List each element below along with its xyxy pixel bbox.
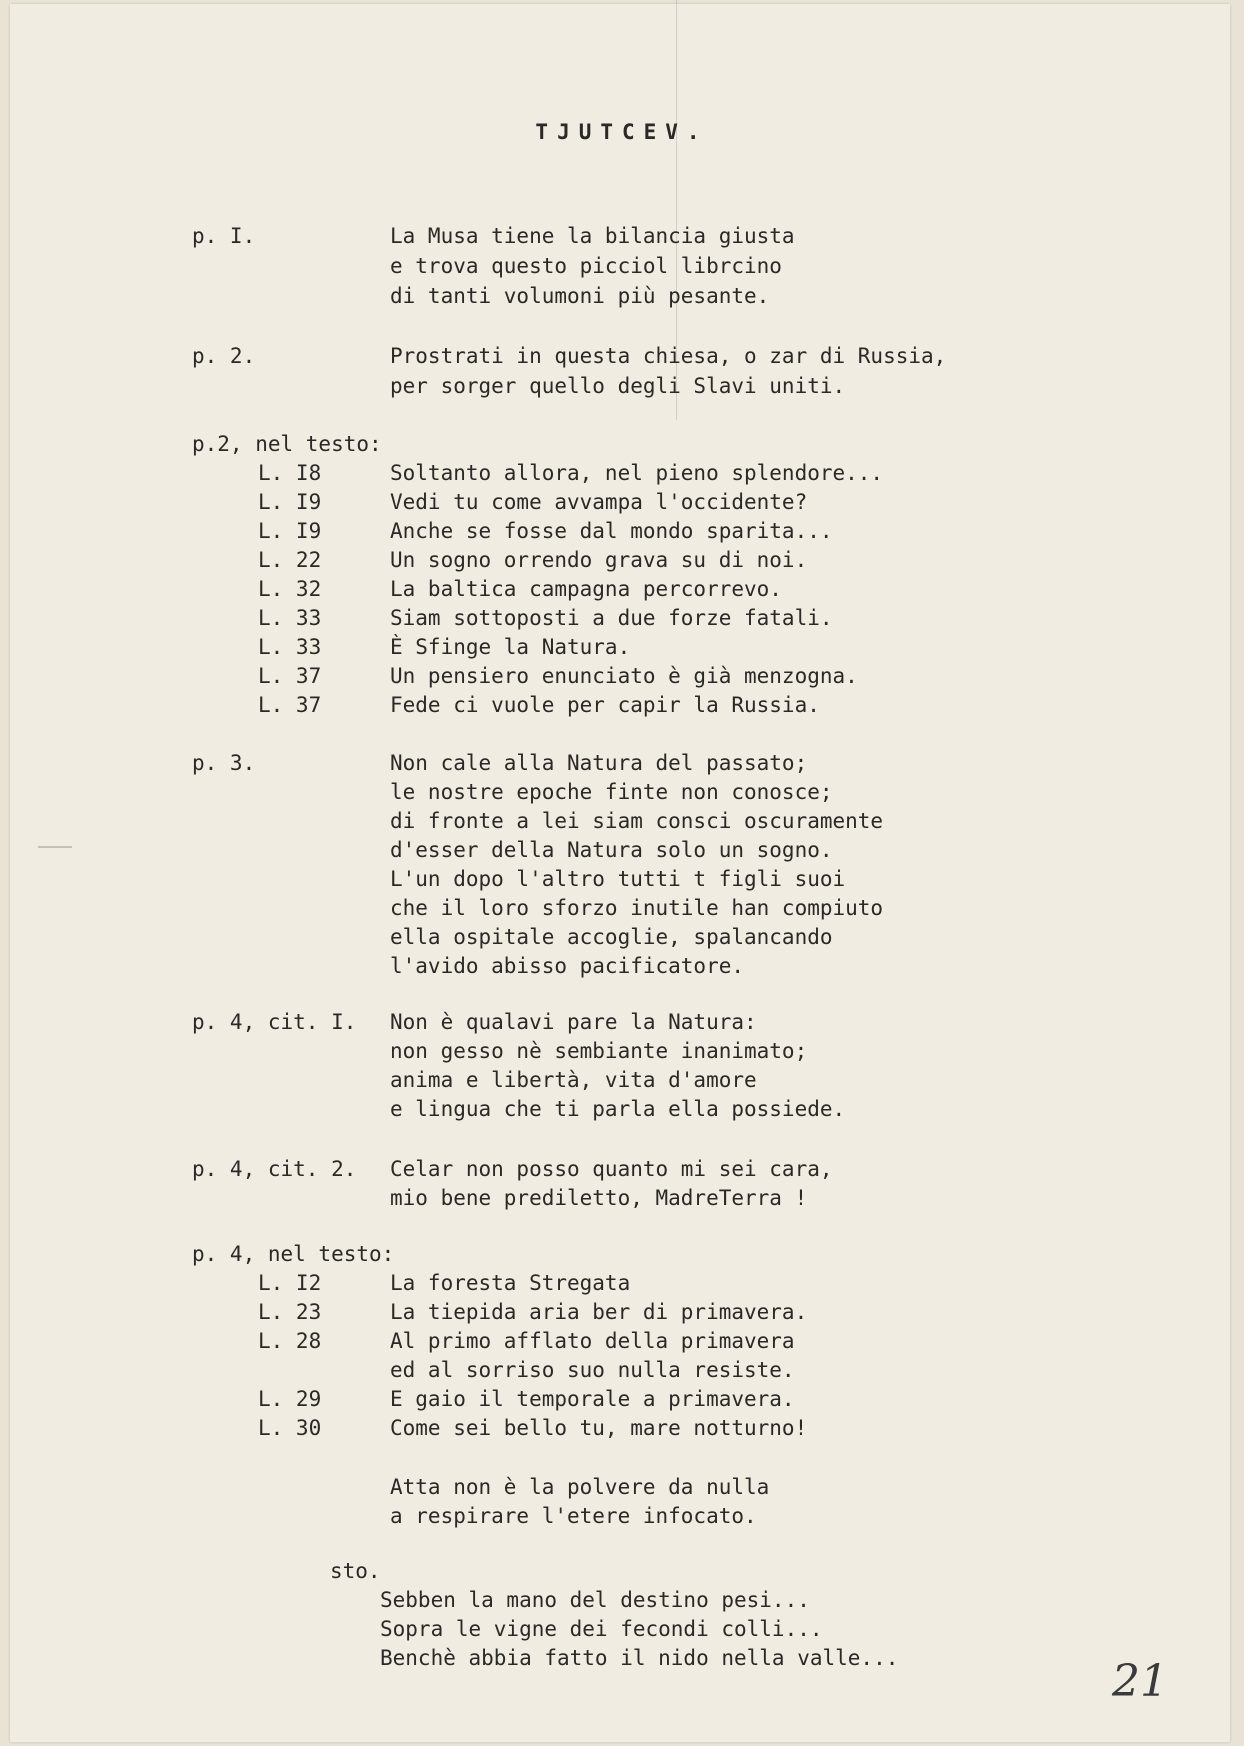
line-number: L. I2 [258, 1271, 322, 1295]
verse-line: Al primo afflato della primavera [390, 1329, 795, 1353]
verse-line: Prostrati in questa chiesa, o zar di Russia, [390, 344, 947, 368]
verse-line: Celar non posso quanto mi sei cara, [390, 1157, 833, 1181]
verse-line: E gaio il temporale a primavera. [390, 1387, 795, 1411]
verse-line: Sopra le vigne dei fecondi colli... [380, 1617, 823, 1641]
verse-line: di fronte a lei siam consci oscuramente [390, 809, 884, 833]
section-reference: p. 4, cit. I. [192, 1010, 357, 1034]
verse-line: Siam sottoposti a due forze fatali. [390, 606, 833, 630]
line-number: L. I8 [258, 461, 322, 485]
verse-line: e trova questo picciol librcino [390, 254, 782, 278]
verse-line: ella ospitale accoglie, spalancando [390, 925, 833, 949]
section-reference: p. 2. [192, 344, 256, 368]
handwritten-page-number: 21 [1112, 1656, 1168, 1707]
line-number: L. 32 [258, 577, 322, 601]
verse-line: a respirare l'etere infocato. [390, 1504, 757, 1528]
verse-line: Soltanto allora, nel pieno splendore... [390, 461, 884, 485]
section-reference: p. I. [192, 224, 256, 248]
verse-line: anima e libertà, vita d'amore [390, 1068, 757, 1092]
paper-margin-mark [38, 846, 72, 848]
line-number: L. 37 [258, 664, 322, 688]
section-reference: p.2, nel testo: [192, 432, 382, 456]
line-number: L. 30 [258, 1416, 322, 1440]
verse-line: per sorger quello degli Slavi uniti. [390, 374, 846, 398]
line-number: L. 22 [258, 548, 322, 572]
verse-line: Non cale alla Natura del passato; [390, 751, 808, 775]
section-reference: sto. [330, 1559, 381, 1583]
verse-line: Come sei bello tu, mare notturno! [390, 1416, 808, 1440]
section-reference: p. 4, nel testo: [192, 1242, 395, 1266]
line-number: L. 33 [258, 635, 322, 659]
verse-line: Sebben la mano del destino pesi... [380, 1588, 810, 1612]
verse-line: Un sogno orrendo grava su di noi. [390, 548, 808, 572]
verse-line: e lingua che ti parla ella possiede. [390, 1097, 846, 1121]
line-number: L. I9 [258, 490, 322, 514]
verse-line: La foresta Stregata [390, 1271, 631, 1295]
verse-line: che il loro sforzo inutile han compiuto [390, 896, 884, 920]
document-title: TJUTCEV. [535, 120, 709, 144]
verse-line: l'avido abisso pacificatore. [390, 954, 745, 978]
verse-line: d'esser della Natura solo un sogno. [390, 838, 833, 862]
line-number: L. 23 [258, 1300, 322, 1324]
verse-line: non gesso nè sembiante inanimato; [390, 1039, 808, 1063]
verse-line: Anche se fosse dal mondo sparita... [390, 519, 833, 543]
verse-line: di tanti volumoni più pesante. [390, 284, 770, 308]
line-number: L. 33 [258, 606, 322, 630]
line-number: L. I9 [258, 519, 322, 543]
verse-line: Benchè abbia fatto il nido nella valle... [380, 1646, 899, 1670]
line-number: L. 29 [258, 1387, 322, 1411]
verse-line: ed al sorriso suo nulla resiste. [390, 1358, 795, 1382]
verse-line: È Sfinge la Natura. [390, 635, 631, 659]
verse-line: Non è qualavi pare la Natura: [390, 1010, 757, 1034]
verse-line: le nostre epoche finte non conosce; [390, 780, 833, 804]
line-number: L. 28 [258, 1329, 322, 1353]
verse-line: Fede ci vuole per capir la Russia. [390, 693, 820, 717]
verse-line: Atta non è la polvere da nulla [390, 1475, 770, 1499]
verse-line: mio bene prediletto, MadreTerra ! [390, 1186, 808, 1210]
verse-line: Vedi tu come avvampa l'occidente? [390, 490, 808, 514]
verse-line: L'un dopo l'altro tutti t figli suoi [390, 867, 846, 891]
section-reference: p. 4, cit. 2. [192, 1157, 357, 1181]
line-number: L. 37 [258, 693, 322, 717]
verse-line: La tiepida aria ber di primavera. [390, 1300, 808, 1324]
section-reference: p. 3. [192, 751, 256, 775]
verse-line: Un pensiero enunciato è già menzogna. [390, 664, 858, 688]
verse-line: La baltica campagna percorrevo. [390, 577, 782, 601]
verse-line: La Musa tiene la bilancia giusta [390, 224, 795, 248]
